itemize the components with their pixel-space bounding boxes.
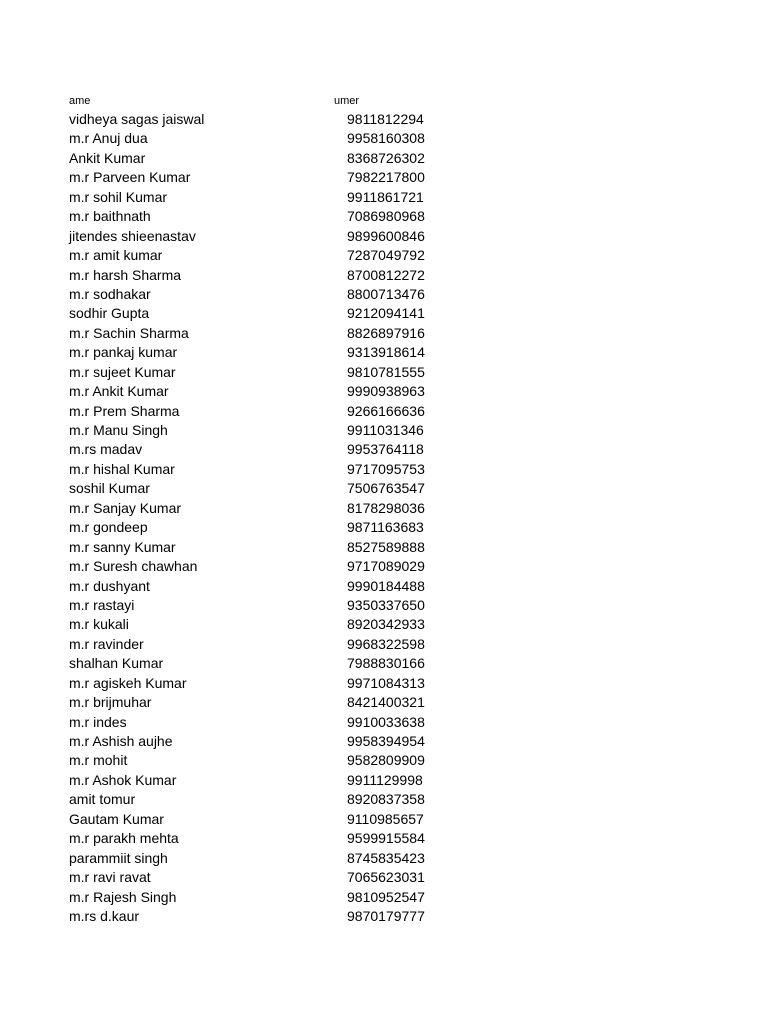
header-row — [69, 92, 449, 110]
contact-number: 9582809909 — [347, 752, 425, 769]
table-row — [69, 499, 449, 518]
table-row — [69, 168, 449, 187]
table-row — [69, 149, 449, 168]
contact-number: 9899600846 — [347, 227, 425, 244]
table-row — [69, 713, 449, 732]
contact-number: 8178298036 — [347, 499, 425, 516]
contact-number: 9971084313 — [347, 674, 425, 691]
contact-name: soshil Kumar — [69, 480, 150, 497]
contact-number: 8826897916 — [347, 324, 425, 341]
table-row — [69, 266, 449, 285]
contact-number: 9110985657 — [347, 810, 424, 827]
contact-number: 7988830166 — [347, 655, 425, 672]
contact-number: 9990184488 — [347, 577, 425, 594]
table-row — [69, 557, 449, 576]
contact-name: m.r ravinder — [69, 635, 144, 652]
table-row — [69, 596, 449, 615]
contact-name: m.r harsh Sharma — [69, 266, 182, 283]
contact-number: 9810781555 — [347, 363, 425, 380]
contact-name: m.r indes — [69, 713, 127, 730]
contact-name: m.r hishal Kumar — [69, 460, 175, 477]
contact-name: m.r brijmuhar — [69, 694, 152, 711]
contact-number: 9958394954 — [347, 733, 425, 749]
table-row — [69, 110, 449, 129]
contact-number: 7287049792 — [347, 247, 425, 264]
contact-name: sodhir Gupta — [69, 305, 150, 322]
table-row — [69, 693, 449, 712]
contact-name: m.r mohit — [69, 752, 128, 769]
contact-name: m.r Ashish aujhe — [69, 733, 173, 749]
contact-number: 9958160308 — [347, 130, 425, 147]
table-row — [69, 654, 449, 673]
contact-name: m.r Ashok Kumar — [69, 771, 177, 788]
contact-number: 9871163683 — [347, 519, 424, 536]
contact-number: 9911861721 — [347, 188, 424, 205]
contact-name: m.r dushyant — [69, 577, 150, 594]
table-row — [69, 440, 449, 459]
contact-name: m.r parakh mehta — [69, 830, 179, 847]
contact-name: amit tomur — [69, 791, 136, 808]
contact-name: m.rs d.kaur — [69, 907, 140, 924]
contact-name: m.r amit kumar — [69, 247, 163, 264]
table-row — [69, 285, 449, 304]
table-row — [69, 615, 449, 634]
contact-name: m.r Manu Singh — [69, 422, 168, 438]
contact-name: m.r sanny Kumar — [69, 538, 176, 555]
table-row — [69, 790, 449, 809]
contact-number: 8527589888 — [347, 538, 425, 555]
contact-number: 9870179777 — [347, 907, 425, 924]
contact-number: 9599915584 — [347, 830, 425, 847]
contact-number: 9911129998 — [347, 771, 423, 788]
contact-number: 7086980968 — [347, 208, 425, 225]
contact-name: Ankit Kumar — [69, 149, 146, 166]
table-row — [69, 829, 449, 848]
contact-number: 9266166636 — [347, 402, 425, 419]
number-column-header: umer — [334, 95, 360, 107]
contact-name: m.r Parveen Kumar — [69, 169, 191, 186]
contact-number: 8745835423 — [347, 849, 425, 866]
contact-name: shalhan Kumar — [69, 655, 164, 672]
table-row — [69, 674, 449, 693]
table-row — [69, 129, 449, 148]
table-row — [69, 907, 449, 926]
table-row — [69, 577, 449, 596]
table-row — [69, 402, 449, 421]
table-row — [69, 460, 449, 479]
table-row — [69, 732, 449, 751]
contact-number: 9717089029 — [347, 558, 425, 575]
contact-number: 7982217800 — [347, 169, 425, 186]
table-row — [69, 363, 449, 382]
name-column-header: ame — [69, 95, 91, 107]
contact-number: 8800713476 — [347, 285, 425, 302]
contact-number: 9350337650 — [347, 596, 425, 613]
contact-name: m.r Prem Sharma — [69, 402, 180, 419]
contact-number: 9811812294 — [347, 111, 424, 127]
contact-number: 7506763547 — [347, 480, 425, 497]
table-row — [69, 421, 449, 440]
contact-number: 9810952547 — [347, 888, 425, 905]
contact-name: m.r rastayi — [69, 596, 135, 613]
contact-name: m.r gondeep — [69, 519, 148, 536]
contact-name: m.r ravi ravat — [69, 869, 151, 886]
table-row — [69, 868, 449, 887]
contact-name: m.r kukali — [69, 616, 129, 633]
table-row — [69, 635, 449, 654]
table-row — [69, 343, 449, 362]
contact-name: m.r Sachin Sharma — [69, 324, 189, 341]
contact-name: jitendes shieenastav — [69, 227, 196, 244]
contact-number: 7065623031 — [347, 869, 425, 886]
contact-number: 8920342933 — [347, 616, 425, 633]
table-row — [69, 810, 449, 829]
table-row — [69, 324, 449, 343]
table-row — [69, 888, 449, 907]
contact-name: m.r Ankit Kumar — [69, 383, 169, 400]
contact-number: 9313918614 — [347, 344, 425, 361]
contact-name: m.r Suresh chawhan — [69, 558, 198, 575]
contact-name: m.r Rajesh Singh — [69, 888, 177, 905]
contact-number: 9911031346 — [347, 422, 424, 438]
contact-sheet — [69, 92, 449, 926]
contact-number: 9968322598 — [347, 635, 425, 652]
contact-number: 9212094141 — [347, 305, 425, 322]
table-row — [69, 304, 449, 323]
contact-number: 8421400321 — [347, 694, 425, 711]
contact-name: m.r Sanjay Kumar — [69, 499, 182, 516]
table-row — [69, 188, 449, 207]
table-row — [69, 518, 449, 537]
table-row — [69, 751, 449, 770]
contact-number: 8700812272 — [347, 266, 425, 283]
contact-number: 9717095753 — [347, 460, 425, 477]
contact-name: m.r sohil Kumar — [69, 188, 168, 205]
contact-number: 9953764118 — [347, 441, 424, 458]
contact-name: parammiit singh — [69, 849, 168, 866]
contact-name: m.r pankaj kumar — [69, 344, 178, 361]
table-row — [69, 207, 449, 226]
contact-name: m.r Anuj dua — [69, 130, 148, 147]
contact-name: vidheya sagas jaiswal — [69, 111, 205, 127]
contact-name: m.r baithnath — [69, 208, 151, 225]
table-row — [69, 479, 449, 498]
table-row — [69, 538, 449, 557]
contact-number: 8368726302 — [347, 149, 425, 166]
table-row — [69, 227, 449, 246]
contact-number: 9910033638 — [347, 713, 425, 730]
contact-name: Gautam Kumar — [69, 810, 164, 827]
contact-name: m.r sodhakar — [69, 285, 151, 302]
contact-name: m.rs madav — [69, 441, 143, 458]
contact-number: 8920837358 — [347, 791, 425, 808]
table-row — [69, 382, 449, 401]
contact-name: m.r agiskeh Kumar — [69, 674, 187, 691]
contact-list — [69, 110, 449, 926]
table-row — [69, 771, 449, 790]
table-row — [69, 246, 449, 265]
contact-name: m.r sujeet Kumar — [69, 363, 176, 380]
contact-number: 9990938963 — [347, 383, 425, 400]
table-row — [69, 849, 449, 868]
